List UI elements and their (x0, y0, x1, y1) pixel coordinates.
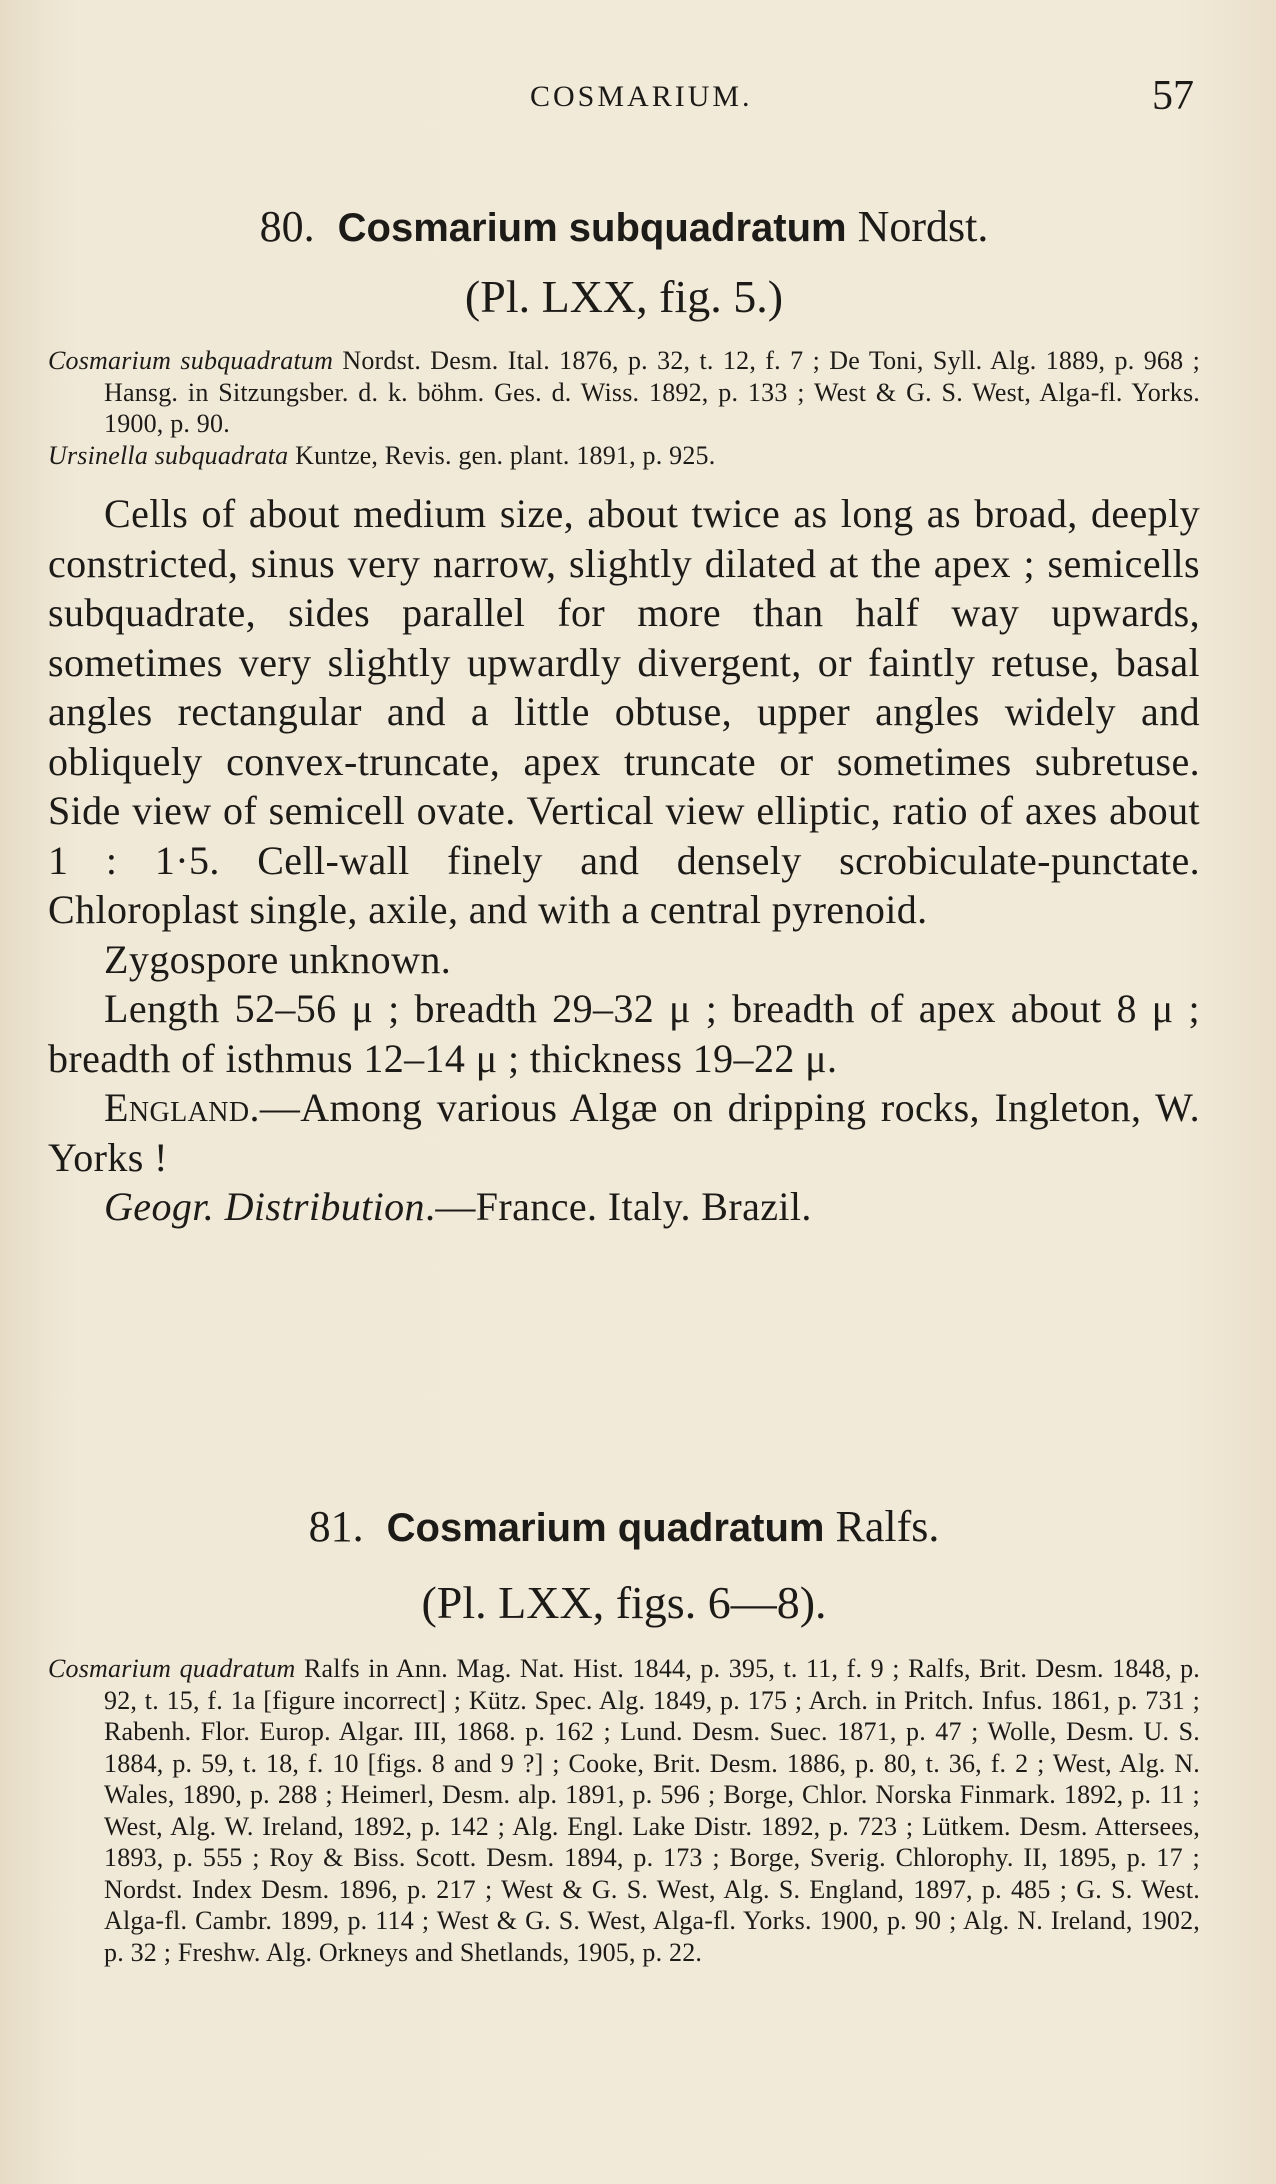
species-name: Cosmarium subquadratum (337, 206, 847, 250)
page-number: 57 (1152, 73, 1194, 119)
species-description (48, 489, 1200, 1232)
description-paragraph: Cells of about medium size, about twice as long as broad, deeply constricted, sinus very narrow, slightly dilated at the apex ; semicells subquadrate, sides parallel for more than half way upwards, sometimes very slightly upwardly divergent, or faintly retuse, basal angles rectangular and a little obtuse, upper angles widely and obliquely convex-truncate, apex truncate or sometimes subretuse. Side view of semicell ovate. Vertical view elliptic, ratio of axes about 1 : 1·5. Cell-wall finely and densely scrobiculate-punctate. Chloroplast single, axile, and with a central pyrenoid. (48, 491, 1200, 932)
reference-taxon: Cosmarium subquadratum (48, 346, 334, 375)
synonymy-references (48, 1653, 1200, 1968)
distribution-paragraph (48, 1182, 1200, 1232)
reference-text: Nordst. Desm. Ital. 1876, p. 32, t. 12, f. 7 ; De Toni, Syll. Alg. 1889, p. 968 ; Hansg. in Sitzungsber. d. k. böhm. Ges. d. Wiss. 1892, p. 133 ; West & G. S. West, Alga-fl. Yorks. 1900, p. 90. (104, 346, 1200, 438)
reference-text: Kuntze, Revis. gen. plant. 1891, p. 925. (288, 440, 716, 470)
species-author: Ralfs. (835, 1502, 940, 1551)
reference-taxon: Cosmarium quadratum (48, 1654, 296, 1683)
distribution-text: .—France. Italy. Brazil. (424, 1184, 812, 1229)
species-heading (48, 200, 1200, 255)
reference-entry (48, 345, 1200, 440)
locality-text: .—Among various Algæ on dripping rocks, Ingleton, W. Yorks ! (48, 1085, 1200, 1180)
reference-taxon: Ursinella subquadrata (48, 440, 289, 470)
species-entry-81 (48, 1500, 1200, 1968)
distribution-label: Geogr. Distribution (104, 1184, 425, 1229)
species-author: Nordst. (857, 202, 989, 251)
zygospore-paragraph: Zygospore unknown. (104, 936, 452, 982)
species-name: Cosmarium quadratum (386, 1506, 825, 1550)
plate-reference: (Pl. LXX, fig. 5.) (464, 271, 784, 322)
running-title: COSMARIUM. (530, 80, 753, 113)
locality-label: England (104, 1085, 250, 1130)
reference-text: Ralfs in Ann. Mag. Nat. Hist. 1844, p. 395, t. 11, f. 9 ; Ralfs, Brit. Desm. 1848, p. 92, t. 15, f. 1a [figure incorrect] ; Kütz. Spec. Alg. 1849, p. 175 ; Arch. in Pritch. Infus. 1861, p. 731 ; Rabenh. Flor. Europ. Algar. III, 1868. p. 162 ; Lund. Desm. Suec. 1871, p. 47 ; Wolle, Desm. U. S. 1884, p. 59, t. 18, f. 10 [figs. 8 and 9 ?] ; Cooke, Brit. Desm. 1886, p. 80, t. 36, f. 2 ; West, Alg. N. Wales, 1890, p. 288 ; Heimerl, Desm. alp. 1891, p. 596 ; Borge, Chlor. Norska Finmark. 1892, p. 11 ; West, Alg. W. Ireland, 1892, p. 142 ; Alg. Engl. Lake Distr. 1892, p. 723 ; Lütkem. Desm. Attersees, 1893, p. 555 ; Roy & Biss. Scott. Desm. 1894, p. 173 ; Borge, Sverig. Chlorophy. II, 1895, p. 17 ; Nordst. Index Desm. 1896, p. 217 ; West & G. S. West, Alg. S. England, 1897, p. 485 ; G. S. West. Alga-fl. Cambr. 1899, p. 114 ; West & G. S. West, Alga-fl. Yorks. 1900, p. 90 ; Alg. N. Ireland, 1902, p. 32 ; Freshw. Alg. Orkneys and Shetlands, 1905, p. 22. (104, 1654, 1200, 1967)
reference-entry (48, 440, 1200, 472)
species-heading (48, 1500, 1200, 1555)
synonymy-references (48, 345, 1200, 471)
species-number: 81. (308, 1502, 364, 1551)
reference-entry (48, 1653, 1200, 1968)
dimensions-paragraph: Length 52–56 μ ; breadth 29–32 μ ; breadth of apex about 8 μ ; breadth of isthmus 12–14 μ ; thickness 19–22 μ. (48, 986, 1200, 1081)
plate-reference: (Pl. LXX, figs. 6—8). (421, 1577, 827, 1628)
species-entry-80 (48, 200, 1200, 1232)
species-number: 80. (259, 202, 315, 251)
running-head (0, 72, 1276, 122)
locality-paragraph (48, 1083, 1200, 1182)
